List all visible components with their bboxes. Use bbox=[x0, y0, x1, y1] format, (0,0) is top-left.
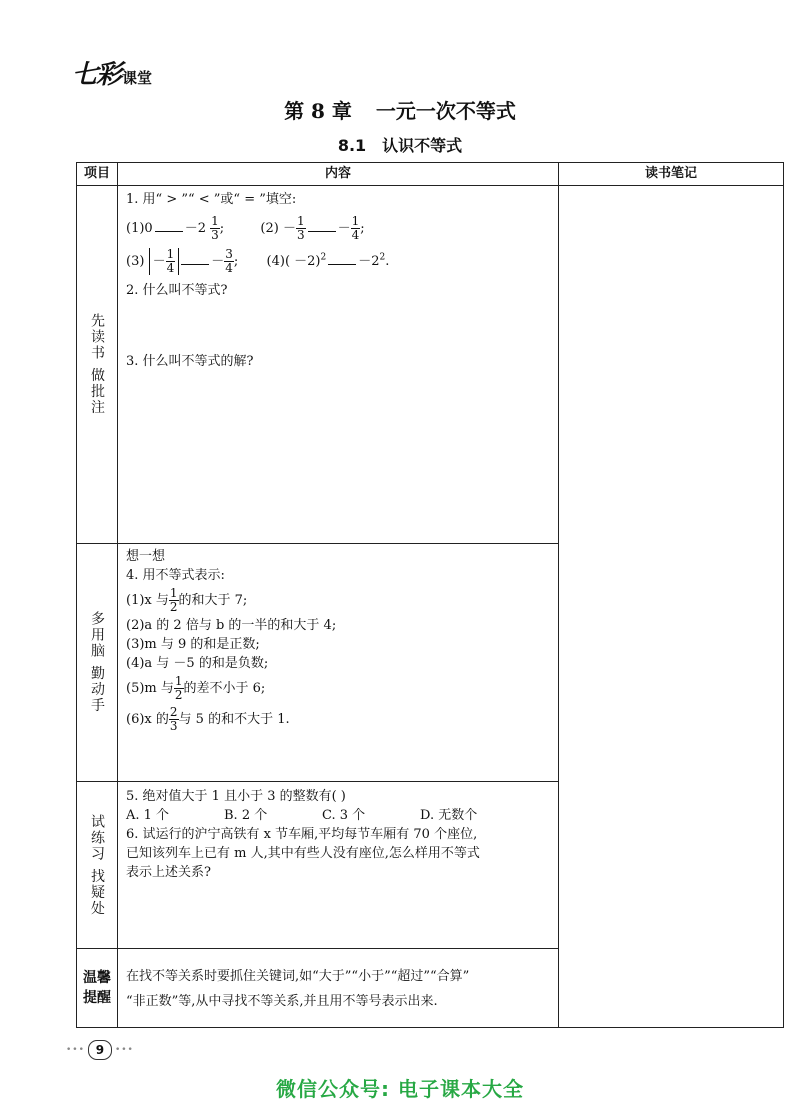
chapter-name: 一元一次不等式 bbox=[375, 99, 516, 123]
question-6-line-1: 6. 试运行的沪宁高铁有 x 节车厢,平均每节车厢有 70 个座位, bbox=[126, 827, 478, 842]
think-title: 想一想 bbox=[126, 549, 166, 564]
section-title bbox=[0, 133, 800, 156]
divider bbox=[77, 543, 558, 544]
question-1: 1. 用“ > ”“ < ”或“ = ”填空: bbox=[126, 192, 297, 207]
chapter-number: 第 8 章 bbox=[284, 99, 352, 123]
q4-item-6: (6)x 的 $\frac{2}{3}$ 与 5 的和不大于 1. bbox=[126, 705, 290, 733]
fraction: $\frac{1}{2}$ bbox=[174, 674, 183, 702]
fraction: $\frac{1}{2}$ bbox=[169, 586, 178, 614]
fraction: $\frac{1}{3}$ bbox=[296, 214, 305, 242]
page-number bbox=[66, 1040, 134, 1060]
divider bbox=[77, 948, 558, 949]
q4-item-1: (1)x 与 $\frac{1}{2}$ 的和大于 7; bbox=[126, 586, 248, 614]
q1-part-1-2: (1)0 －2 $\frac{1}{3}$ ; (2) － $\frac{1}{3}$ － $\frac{1}{4}$ ; bbox=[126, 214, 365, 242]
row-label-read: 先读书 做批注 bbox=[89, 313, 105, 416]
row-label-tip-text: 温馨提醒 bbox=[83, 970, 111, 1006]
q1-p3-prefix: (3) bbox=[126, 254, 145, 269]
brand-logo bbox=[72, 54, 152, 91]
chapter-title bbox=[0, 95, 800, 124]
brand-logo-text: 七彩 bbox=[72, 60, 121, 90]
row-label-practice: 试练习 找疑处 bbox=[89, 813, 105, 917]
section-name: 认识不等式 bbox=[382, 136, 463, 155]
header-content: 内容 bbox=[324, 166, 351, 181]
question-5: 5. 绝对值大于 1 且小于 3 的整数有( ) bbox=[126, 789, 346, 804]
answer-blank bbox=[328, 264, 356, 265]
fraction: $\frac{1}{4}$ bbox=[351, 214, 360, 242]
dots-decoration: ••• bbox=[114, 1045, 134, 1055]
page-number-value: 9 bbox=[88, 1040, 112, 1060]
question-6-line-2: 已知该列车上已有 m 人,其中有些人没有座位,怎么样用不等式 bbox=[126, 846, 480, 861]
fraction: $\frac{2}{3}$ bbox=[169, 705, 178, 733]
question-3: 3. 什么叫不等式的解? bbox=[126, 354, 254, 369]
dots-decoration: ••• bbox=[66, 1045, 85, 1055]
section-number: 8.1 bbox=[337, 136, 367, 155]
row-label-think: 多用脑 勤动手 bbox=[89, 611, 105, 714]
fraction: $\frac{1}{3}$ bbox=[211, 214, 219, 242]
answer-blank bbox=[308, 231, 336, 232]
q5-options bbox=[126, 806, 480, 825]
divider bbox=[77, 781, 558, 782]
question-6-line-3: 表示上述关系? bbox=[126, 865, 211, 880]
q4-item-3: (3)m 与 9 的和是正数; bbox=[126, 637, 260, 652]
q1-p1-prefix: (1)0 bbox=[126, 221, 153, 236]
header-notes: 读书笔记 bbox=[644, 166, 697, 181]
fraction: $\frac{3}{4}$ bbox=[225, 247, 233, 275]
q4-item-4: (4)a 与 －5 的和是负数; bbox=[126, 656, 269, 671]
divider bbox=[77, 185, 783, 186]
option-d: D. 无数个 bbox=[420, 808, 478, 823]
q1-p1-mid: －2 bbox=[184, 221, 206, 236]
section-tip bbox=[126, 967, 469, 1011]
question-4: 4. 用不等式表示: bbox=[126, 568, 225, 583]
q1-part-3-4: (3) － $\frac{1}{4}$ － $\frac{3}{4}$ ; $(4)( -2)^2 -2^2$. bbox=[126, 247, 390, 275]
section-practice bbox=[126, 787, 480, 882]
q4-item-5: (5)m 与 $\frac{1}{2}$ 的差不小于 6; bbox=[126, 674, 266, 702]
row-label-tip bbox=[77, 949, 117, 1027]
section-read bbox=[126, 190, 389, 371]
study-table bbox=[76, 162, 784, 1028]
question-2: 2. 什么叫不等式? bbox=[126, 283, 228, 298]
divider bbox=[117, 163, 118, 1027]
q1-p2-prefix: (2) － bbox=[260, 221, 296, 236]
absolute-value: － $\frac{1}{4}$ bbox=[149, 248, 180, 275]
q4-item-2: (2)a 的 2 倍与 b 的一半的和大于 4; bbox=[126, 618, 337, 633]
option-c: C. 3 个 bbox=[322, 808, 366, 823]
watermark: 微信公众号: 电子课本大全 bbox=[276, 1077, 524, 1101]
divider bbox=[558, 163, 559, 1027]
answer-blank bbox=[181, 264, 209, 265]
option-b: B. 2 个 bbox=[224, 808, 268, 823]
brand-name: 课堂 bbox=[122, 69, 153, 87]
tip-line-2: “非正数”等,从中寻找不等关系,并且用不等号表示出来. bbox=[126, 994, 438, 1009]
q1-p4-prefix: (4)( －2) bbox=[266, 254, 321, 269]
answer-blank bbox=[155, 231, 183, 232]
tip-line-1: 在找不等关系时要抓住关键词,如“大于”“小于”“超过”“合算” bbox=[126, 969, 470, 984]
header-item: 项目 bbox=[83, 166, 110, 181]
section-think bbox=[126, 547, 336, 733]
option-a: A. 1 个 bbox=[126, 808, 170, 823]
fraction: $\frac{1}{4}$ bbox=[166, 247, 175, 275]
